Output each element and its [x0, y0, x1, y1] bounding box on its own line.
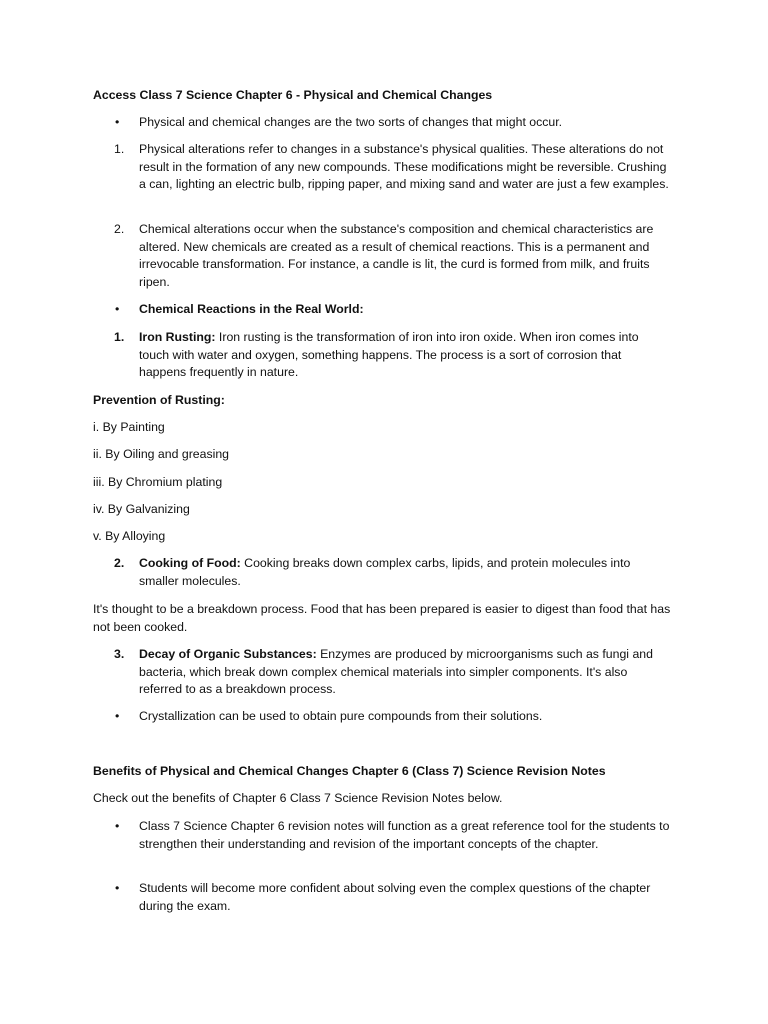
benefits-intro: Check out the benefits of Chapter 6 Class 7 Science Revision Notes below.	[93, 791, 503, 805]
prevention-item: ii. By Oiling and greasing	[93, 447, 230, 461]
list-item-benefit	[93, 880, 683, 915]
list-item-text: Students will become more confident about solving even the complex questions of the chapter during the exam.	[139, 881, 651, 913]
list-item-real-world	[93, 301, 683, 319]
list-item-intro	[93, 114, 683, 132]
list-item-text: Chemical alterations occur when the substance's composition and chemical characteristics are altered. New chemicals are created as a result of chemical reactions. This is a permanent and irrevocable transformation. For instance, a candle is lit, the curd is formed from milk, and fruits ripen.	[139, 222, 654, 289]
list-item-crystallization	[93, 708, 683, 726]
reaction-description: Iron rusting is the transformation of iron into iron oxide. When iron comes into touch with water and oxygen, something happens. The process is a sort of corrosion that happens frequently in nature.	[139, 330, 639, 380]
list-number: 3.	[114, 647, 125, 661]
bullet-marker: •	[115, 115, 120, 129]
document-title: Access Class 7 Science Chapter 6 - Physical and Chemical Changes	[93, 88, 493, 102]
list-number: 2.	[114, 556, 125, 570]
list-number: 2.	[114, 222, 125, 236]
list-item-text: Physical and chemical changes are the two sorts of changes that might occur.	[139, 115, 563, 129]
list-item-text: Physical alterations refer to changes in a substance's physical qualities. These alterations do not result in the formation of any new compounds. These modifications might be reversible. Crushing a can, lighting an electric bulb, ripping paper, and mixing sand and water are just a few examples.	[139, 142, 669, 192]
bullet-marker: •	[115, 881, 120, 895]
reaction-term: Decay of Organic Substances:	[139, 647, 317, 661]
list-item-chemical-change	[93, 221, 683, 291]
reaction-description: Enzymes are produced by microorganisms such as fungi and bacteria, which break down complex chemical materials into simpler components. It's also referred to as a breakdown process.	[139, 647, 653, 697]
prevention-item: iii. By Chromium plating	[93, 475, 223, 489]
list-item-text: Crystallization can be used to obtain pure compounds from their solutions.	[139, 709, 543, 723]
list-number: 1.	[114, 330, 125, 344]
prevention-item: iv. By Galvanizing	[93, 502, 190, 516]
bullet-marker: •	[115, 709, 120, 723]
list-number: 1.	[114, 142, 125, 156]
bullet-marker: •	[115, 302, 120, 316]
list-item-text: Class 7 Science Chapter 6 revision notes will function as a great reference tool for the students to strengthen their understanding and revision of the important concepts of the chapter.	[139, 819, 670, 851]
bullet-marker: •	[115, 819, 120, 833]
prevention-item: v. By Alloying	[93, 529, 166, 543]
benefits-heading: Benefits of Physical and Chemical Changes Chapter 6 (Class 7) Science Revision Notes	[93, 764, 606, 778]
reaction-description: Cooking breaks down complex carbs, lipids, and protein molecules into smaller molecules.	[139, 556, 631, 588]
list-item-physical-change	[93, 141, 683, 194]
reaction-term: Cooking of Food:	[139, 556, 241, 570]
section-subheading: Chemical Reactions in the Real World:	[139, 302, 364, 316]
list-item-decay	[93, 646, 683, 699]
prevention-item: i. By Painting	[93, 420, 165, 434]
prevention-heading: Prevention of Rusting:	[93, 393, 225, 407]
reaction-term: Iron Rusting:	[139, 330, 216, 344]
list-item-benefit	[93, 818, 683, 853]
list-item-cooking	[93, 555, 683, 590]
list-item-iron-rusting	[93, 329, 683, 382]
cooking-note: It's thought to be a breakdown process. Food that has been prepared is easier to digest than food that has not been cooked.	[93, 602, 671, 634]
